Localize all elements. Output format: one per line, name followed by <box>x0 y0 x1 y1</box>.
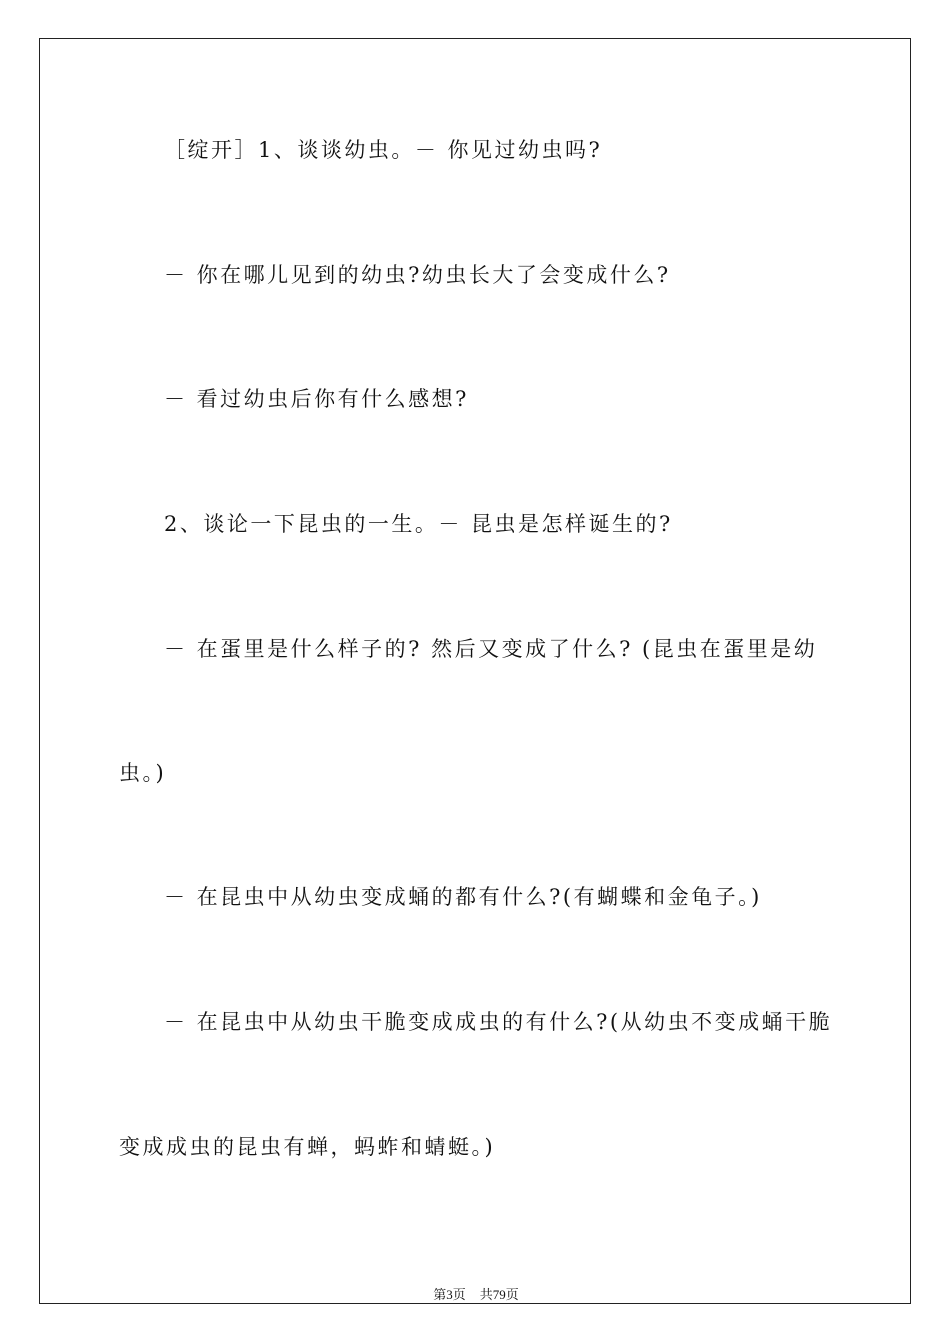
text-line-7: － 在昆虫中从幼虫变成蛹的都有什么?(有蝴蝶和金龟子。) <box>164 885 762 909</box>
page-total: 共79页 <box>479 1287 519 1302</box>
text-line-4: 2、谈论一下昆虫的一生。－ 昆虫是怎样诞生的? <box>164 512 673 536</box>
text-line-1: ［绽开］1、谈谈幼虫。－ 你见过幼虫吗? <box>164 138 603 162</box>
text-line-3: － 看过幼虫后你有什么感想? <box>164 387 469 411</box>
page-footer <box>40 1284 912 1303</box>
text-line-8: － 在昆虫中从幼虫干脆变成成虫的有什么?(从幼虫不变成蛹干脆 <box>164 1010 833 1034</box>
text-line-6: 虫。) <box>119 761 167 785</box>
page-frame <box>39 38 911 1304</box>
text-line-5: － 在蛋里是什么样子的? 然后又变成了什么? (昆虫在蛋里是幼 <box>164 637 818 661</box>
text-line-2: － 你在哪儿见到的幼虫?幼虫长大了会变成什么? <box>164 263 671 287</box>
text-line-9: 变成成虫的昆虫有蝉，蚂蚱和蜻蜓。) <box>119 1135 496 1159</box>
page-number: 第3页 <box>433 1287 466 1302</box>
